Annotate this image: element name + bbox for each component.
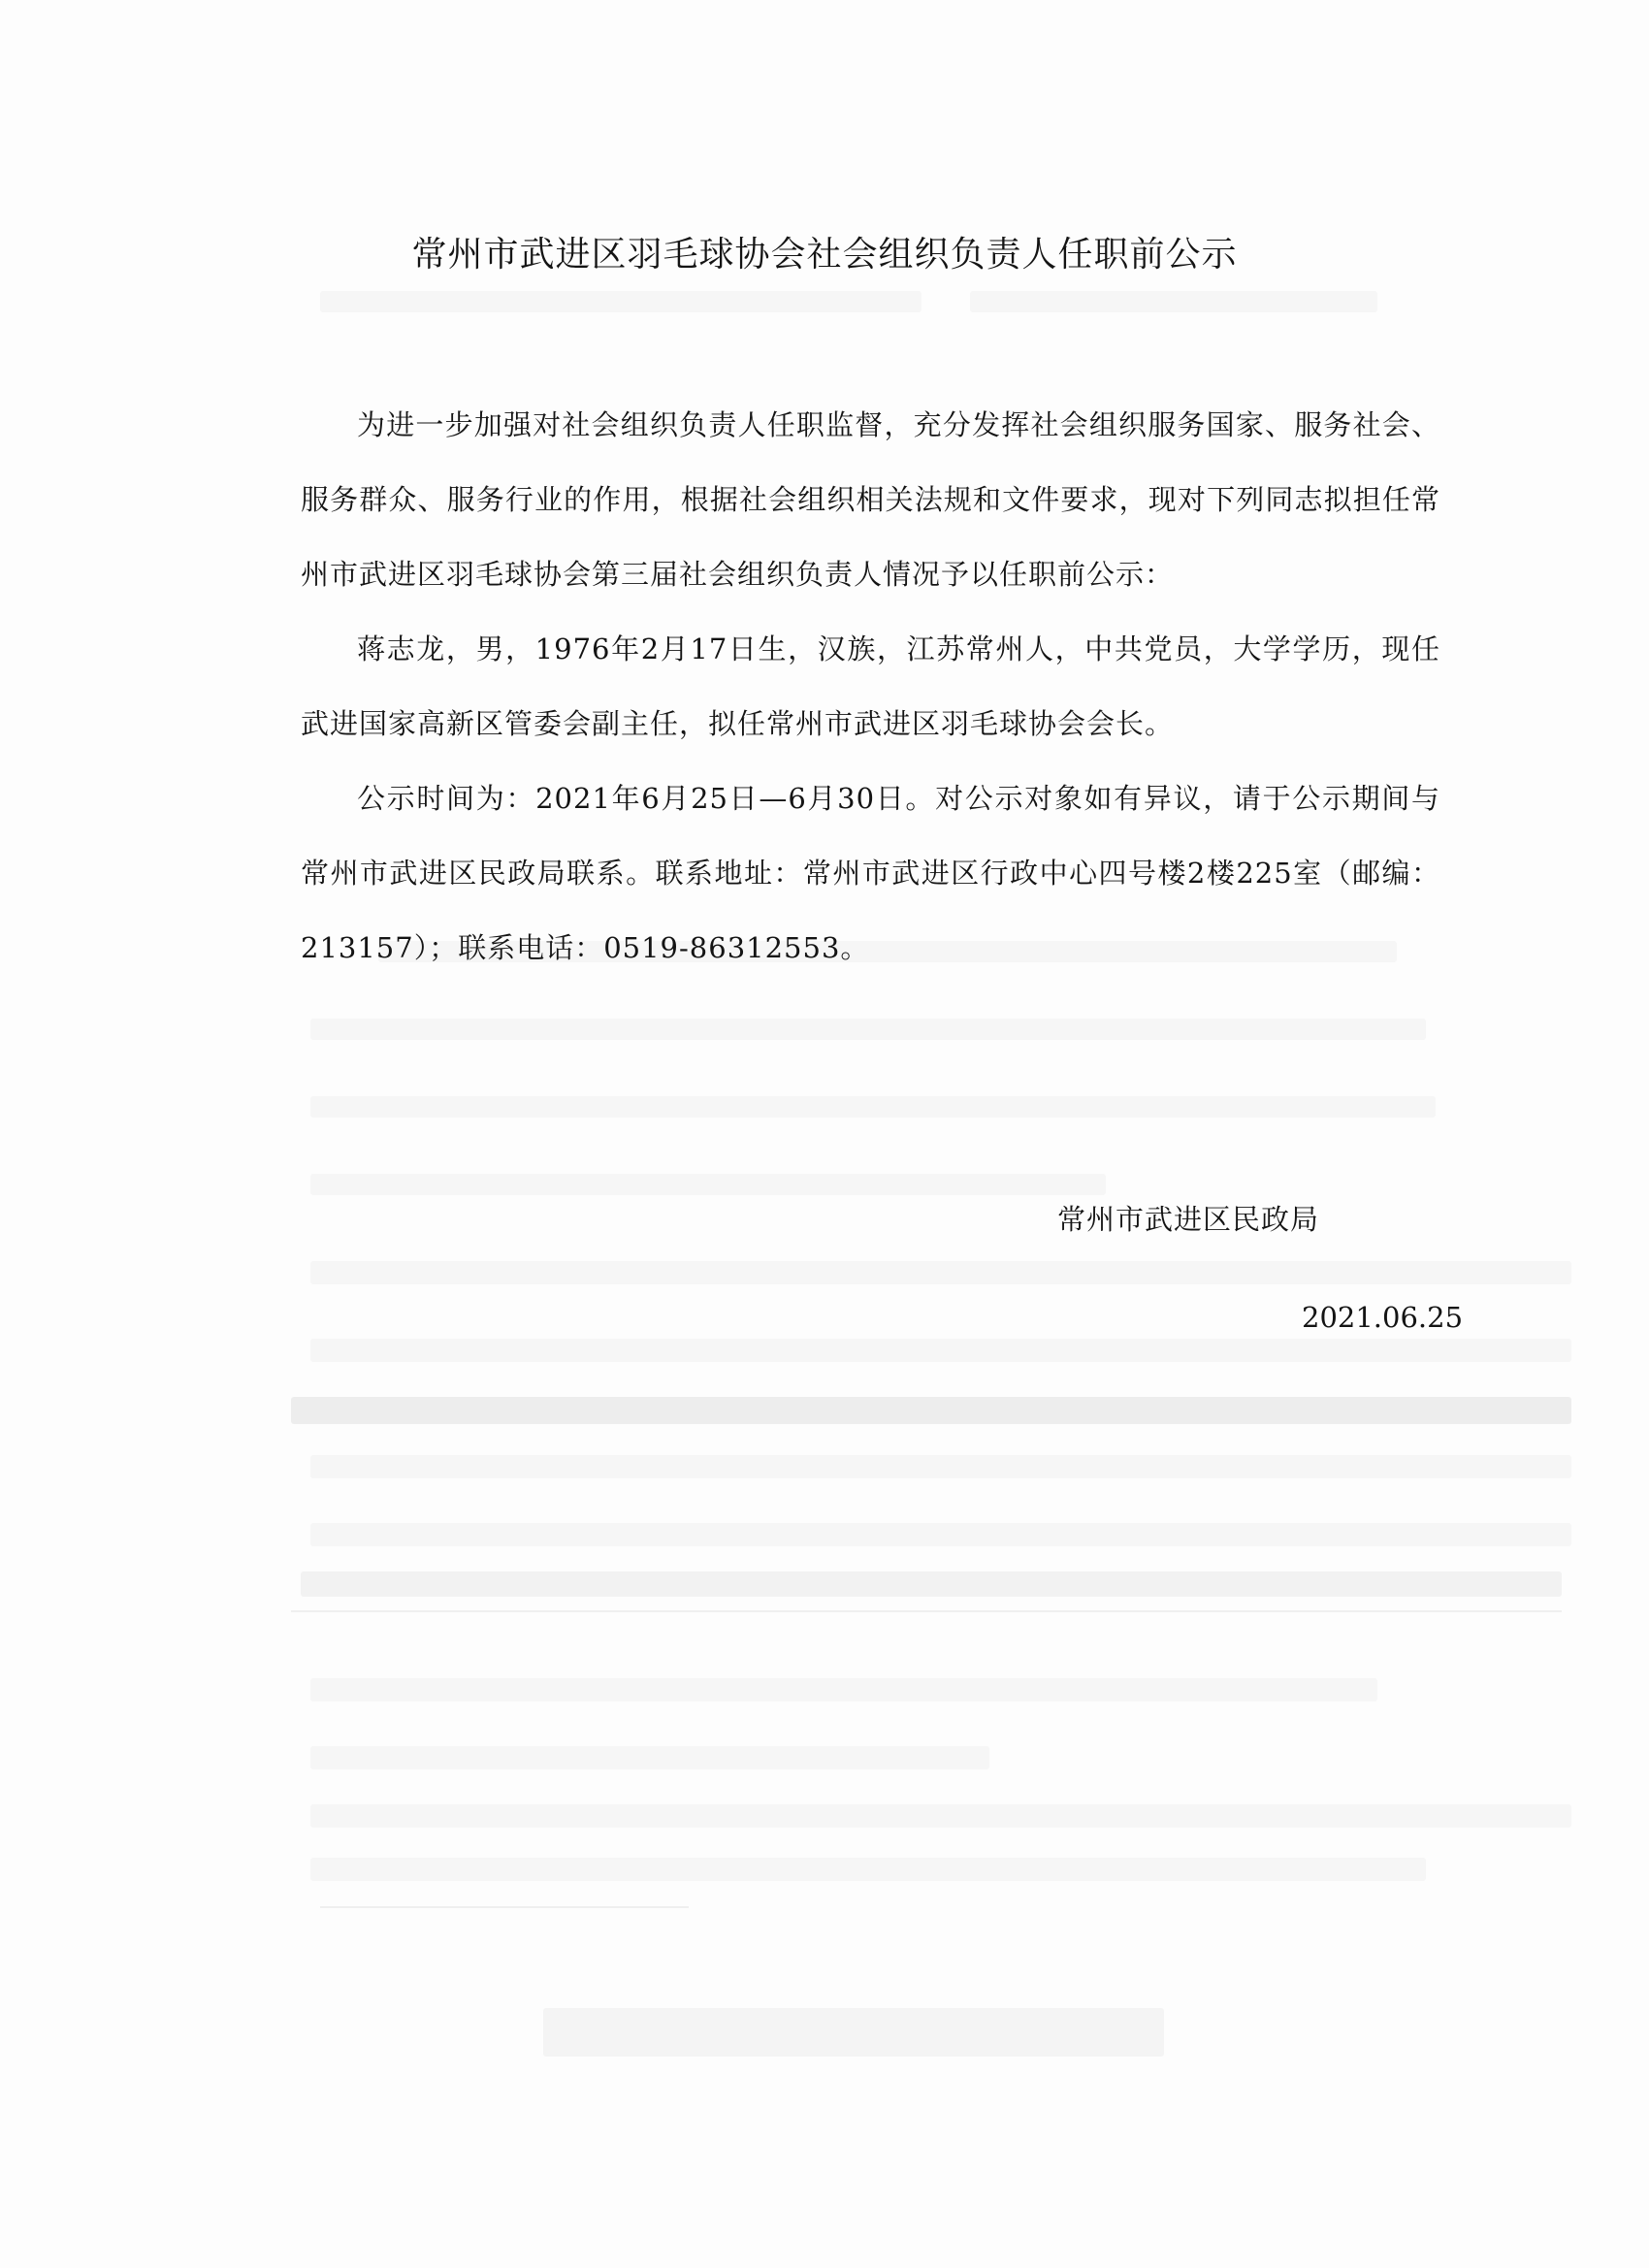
bleed-through-mark xyxy=(310,1523,1571,1546)
candidate-paragraph: 蒋志龙，男，1976年2月17日生，汉族，江苏常州人，中共党员，大学学历，现任武进国家高新区管委会副主任，拟任常州市武进区羽毛球协会会长。 xyxy=(301,632,1440,740)
bleed-through-mark xyxy=(310,1746,989,1769)
bleed-through-rule xyxy=(320,1906,689,1908)
notice-body xyxy=(301,388,1440,986)
bleed-through-mark xyxy=(310,1339,1571,1362)
issuer-signature: 常州市武进区民政局 xyxy=(1057,1203,1320,1236)
bleed-through-mark xyxy=(310,1804,1571,1828)
bleed-through-mark xyxy=(310,1455,1571,1478)
bleed-through-mark xyxy=(310,1019,1426,1040)
contact-paragraph: 公示时间为：2021年6月25日—6月30日。对公示对象如有异议，请于公示期间与常州市武进区民政局联系。联系地址：常州市武进区行政中心四号楼2楼225室（邮编：213157）；联系电话：0519-86312553。 xyxy=(301,782,1440,964)
page-title: 常州市武进区羽毛球协会社会组织负责人任职前公示 xyxy=(411,235,1238,275)
bleed-through-mark xyxy=(310,1858,1426,1881)
bleed-through-mark xyxy=(310,1096,1436,1118)
bleed-through-mark xyxy=(291,1397,1571,1424)
bleed-through-mark xyxy=(970,291,1377,312)
issue-date: 2021.06.25 xyxy=(1302,1301,1464,1334)
bleed-through-mark xyxy=(320,291,922,312)
bleed-through-mark xyxy=(543,2008,1164,2057)
bleed-through-mark xyxy=(301,1571,1562,1597)
intro-paragraph: 为进一步加强对社会组织负责人任职监督，充分发挥社会组织服务国家、服务社会、服务群众、服务行业的作用，根据社会组织相关法规和文件要求，现对下列同志拟担任常州市武进区羽毛球协会第三届社会组织负责人情况予以任职前公示： xyxy=(301,408,1440,591)
bleed-through-mark xyxy=(310,1678,1377,1701)
bleed-through-mark xyxy=(310,1261,1571,1284)
bleed-through-rule xyxy=(291,1610,1562,1612)
bleed-through-mark xyxy=(310,1174,1106,1195)
